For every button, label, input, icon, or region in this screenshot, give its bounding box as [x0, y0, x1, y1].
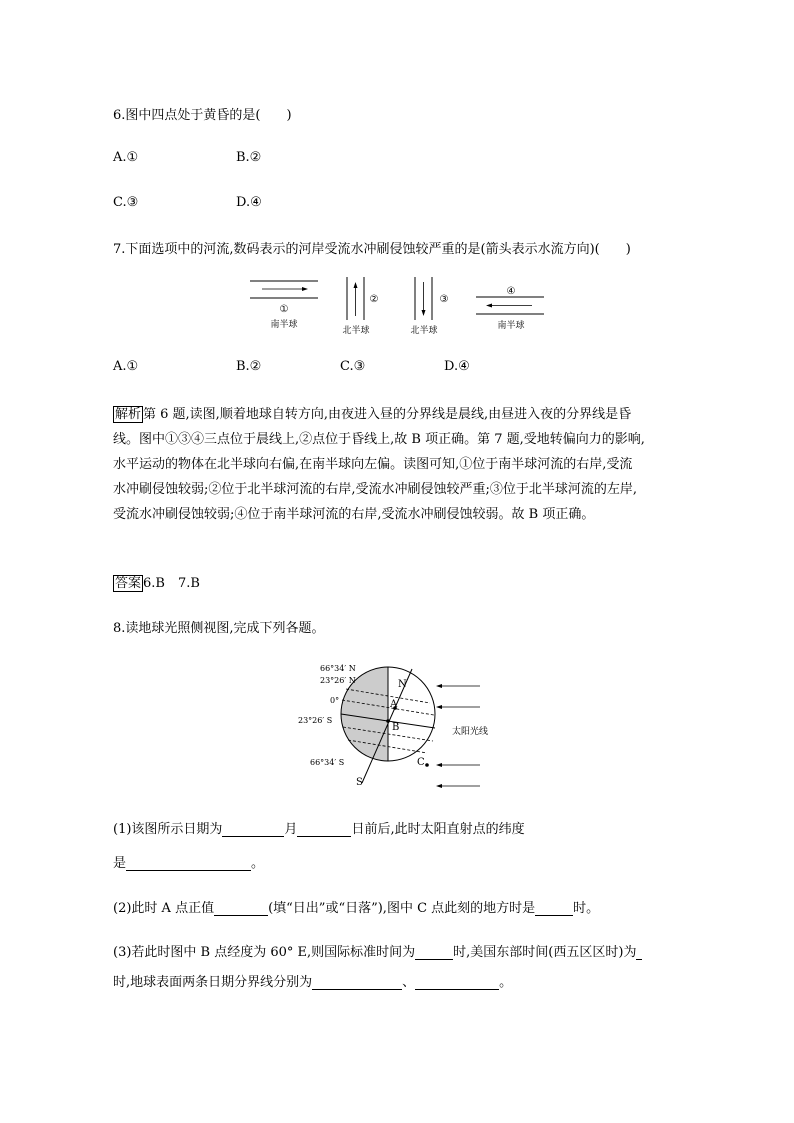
- q8-sub3-line1: [113, 941, 642, 960]
- sunlight-label: 太阳光线: [452, 727, 489, 737]
- lat-23s-label: 23°26′ S: [298, 716, 333, 725]
- river-figure-1-hemisphere: 南半球: [270, 320, 298, 330]
- lat-66n-label: 66°34′ N: [320, 664, 356, 673]
- analysis-line-5: 受流水冲刷侵蚀较弱;④位于南半球河流的右岸,受流水冲刷侵蚀较弱。故 B 项正确。: [113, 507, 595, 522]
- q8-sub3-blank-dateline-1[interactable]: [312, 975, 402, 990]
- q8-sub2-text-c: 时。: [573, 901, 600, 916]
- river-figure-3-num: ③: [439, 294, 449, 305]
- q8-sub1-text-e: 。: [251, 856, 265, 871]
- lat-0-label: 0°: [330, 696, 340, 705]
- q8-sub3-text-c: 时,地球表面两条日期分界线分别为: [113, 975, 313, 990]
- q8-sub1-blank-latitude[interactable]: [126, 856, 251, 871]
- point-b-label: B: [392, 722, 400, 733]
- river-figure-4-hemisphere: 南半球: [497, 321, 525, 331]
- river-figure-2-hemisphere: 北半球: [342, 326, 370, 336]
- q8-sub3-blank-us-time[interactable]: [636, 945, 642, 960]
- q6-option-b: B.②: [236, 150, 262, 165]
- q8-sub3-text-a: (3)若此时图中 B 点经度为 60° E,则国际标准时间为: [113, 945, 416, 960]
- river-figure-3-hemisphere: 北半球: [410, 326, 438, 336]
- q8-sub1-line2: [113, 852, 264, 871]
- q8-sub2-blank-a[interactable]: [214, 901, 268, 916]
- south-pole-label: S: [356, 777, 363, 788]
- analysis-line-3: 水平运动的物体在北半球向右偏,在南半球向左偏。读图可知,①位于南半球河流的右岸,受流: [113, 457, 633, 472]
- point-a-label: A: [390, 699, 398, 710]
- q6-option-d: D.④: [236, 195, 262, 210]
- analysis-line-1: 第 6 题,读图,顺着地球自转方向,由夜进入昼的分界线是晨线,由昼进入夜的分界线是昏: [143, 407, 632, 422]
- river-figure-2-num: ②: [369, 294, 379, 305]
- q7-option-b: B.②: [236, 359, 262, 374]
- q8-sub2: [113, 897, 599, 916]
- analysis-block: [113, 402, 688, 527]
- answer-label: 答案: [115, 576, 142, 591]
- north-pole-label: N: [398, 679, 407, 690]
- river-figure-1-num: ①: [279, 304, 289, 315]
- q8-sub3-blank-utc[interactable]: [415, 945, 453, 960]
- lat-66s-label: 66°34′ S: [310, 758, 345, 767]
- q8-sub1-text-b: 月: [284, 822, 298, 837]
- q8-sub3-text-e: 。: [499, 975, 513, 990]
- q6-stem: 6.图中四点处于黄昏的是( ): [113, 108, 292, 123]
- q8-sub3-text-d: 、: [402, 975, 416, 990]
- q8-stem: 8.读地球光照侧视图,完成下列各题。: [113, 621, 325, 636]
- q7-river-figures: [240, 272, 560, 340]
- analysis-label: 解析: [115, 407, 142, 422]
- analysis-line-2: 线。图中①③④三点位于晨线上,②点位于昏线上,故 B 项正确。第 7 题,受地转偏向力的影响,: [113, 432, 645, 447]
- river-figure-2: [342, 277, 378, 336]
- q7-stem: 7.下面选项中的河流,数码表示的河岸受流水冲刷侵蚀较严重的是(箭头表示水流方向)( ): [113, 242, 631, 257]
- q8-sub1-line1: [113, 818, 525, 837]
- lat-23n-label: 23°26′ N: [320, 676, 356, 685]
- q8-sub3-blank-dateline-2[interactable]: [415, 975, 499, 990]
- q8-sub3-line2: [113, 971, 512, 990]
- q8-sub1-blank-month[interactable]: [222, 822, 284, 837]
- answer-block: [113, 572, 200, 591]
- q8-sub3-text-b: 时,美国东部时间(西五区区时)为: [453, 945, 637, 960]
- q7-option-c: C.③: [340, 359, 366, 374]
- point-c-label: C: [417, 757, 425, 768]
- q8-sub2-text-b: (填“日出”或“日落”),图中 C 点此刻的地方时是: [268, 901, 536, 916]
- q8-sub2-text-a: (2)此时 A 点正值: [113, 901, 215, 916]
- q6-option-c: C.③: [113, 195, 139, 210]
- q8-sub1-text-c: 日前后,此时太阳直射点的纬度: [351, 822, 525, 837]
- river-figure-1: [250, 281, 318, 330]
- q8-sub1-text-a: (1)该图所示日期为: [113, 822, 223, 837]
- analysis-line-4: 水冲刷侵蚀较弱;②位于北半球河流的右岸,受流水冲刷侵蚀较严重;③位于北半球河流的左岸,: [113, 482, 638, 497]
- q6-option-a: A.①: [113, 150, 139, 165]
- q8-sub2-blank-c-time[interactable]: [535, 901, 573, 916]
- q8-sub1-blank-day[interactable]: [297, 822, 351, 837]
- river-figure-3: [410, 277, 448, 336]
- river-figure-4-num: ④: [506, 286, 516, 297]
- q8-earth-illumination-figure: [290, 655, 510, 795]
- q8-sub1-text-d: 是: [113, 856, 127, 871]
- answer-text: 6.B 7.B: [143, 576, 200, 591]
- q7-option-a: A.①: [113, 359, 139, 374]
- river-figure-4: [476, 286, 544, 331]
- q7-option-d: D.④: [444, 359, 470, 374]
